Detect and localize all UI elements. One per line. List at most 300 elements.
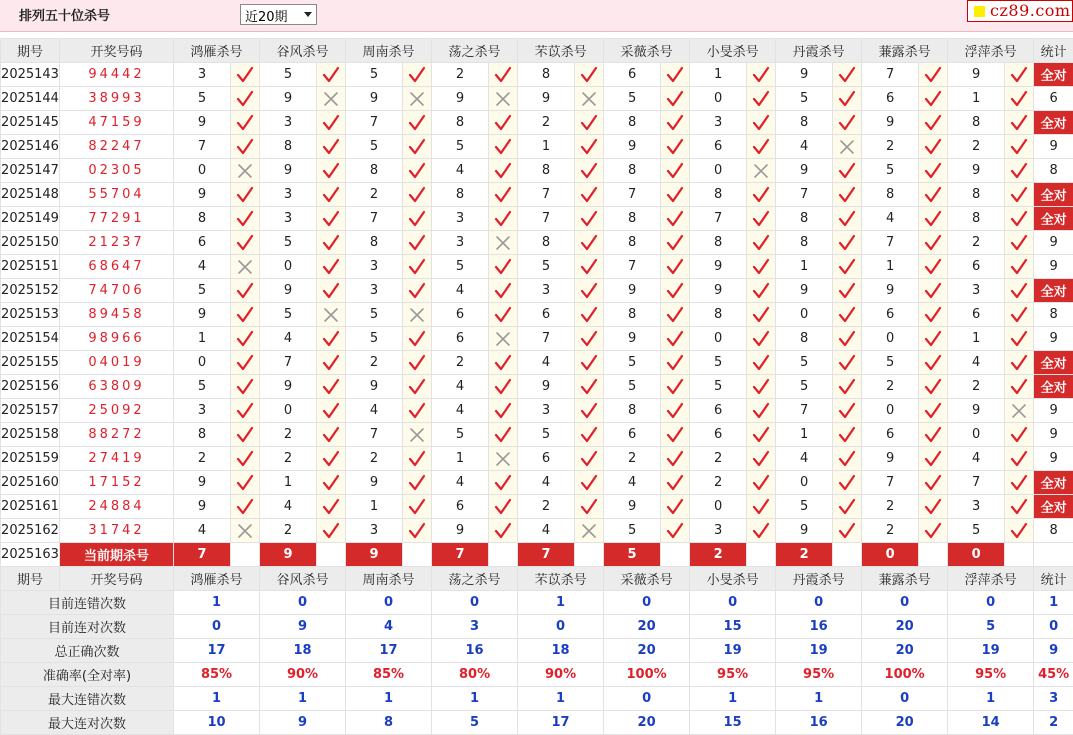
cross-icon (494, 90, 512, 108)
check-icon (666, 498, 684, 516)
stat-cell: 全对 (1034, 351, 1073, 375)
kill-number-cell: 8 (604, 303, 661, 327)
result-cell (317, 231, 346, 255)
period-cell: 2025145 (1, 111, 60, 135)
result-cell (489, 327, 518, 351)
kill-number-cell: 8 (948, 207, 1005, 231)
kill-number-cell: 5 (776, 495, 833, 519)
check-icon (1010, 114, 1028, 132)
table-row (1, 519, 1073, 543)
kill-number-cell: 5 (260, 63, 317, 87)
check-icon (322, 402, 340, 420)
kill-number-cell: 5 (432, 135, 489, 159)
check-icon (666, 378, 684, 396)
kill-number-cell: 5 (174, 375, 231, 399)
kill-number-cell: 6 (432, 495, 489, 519)
result-cell (575, 111, 604, 135)
check-icon (322, 450, 340, 468)
stats-value: 5 (948, 615, 1034, 639)
check-icon (924, 258, 942, 276)
result-cell (833, 255, 862, 279)
check-icon (580, 306, 598, 324)
kill-number-cell: 2 (862, 375, 919, 399)
result-cell (403, 135, 432, 159)
cross-icon (408, 306, 426, 324)
stats-value: 16 (432, 639, 518, 663)
result-cell (1005, 231, 1034, 255)
stats-label: 目前连错次数 (1, 591, 174, 615)
stat-cell: 9 (1034, 327, 1073, 351)
top-bar (0, 0, 1073, 32)
check-icon (322, 258, 340, 276)
result-cell (747, 231, 776, 255)
check-icon (924, 402, 942, 420)
result-cell (1005, 495, 1034, 519)
table-row (1, 447, 1073, 471)
result-cell (661, 423, 690, 447)
result-cell (919, 375, 948, 399)
stat-cell: 全对 (1034, 495, 1073, 519)
result-cell (403, 375, 432, 399)
check-icon (838, 114, 856, 132)
kill-number-cell: 9 (260, 375, 317, 399)
check-icon (408, 330, 426, 348)
check-icon (580, 498, 598, 516)
result-cell (575, 495, 604, 519)
cross-icon (236, 162, 254, 180)
kill-number-cell: 0 (690, 87, 747, 111)
result-cell (833, 279, 862, 303)
result-cell (1005, 423, 1034, 447)
kill-number-cell: 9 (604, 495, 661, 519)
kill-number-cell: 0 (174, 351, 231, 375)
result-cell (661, 447, 690, 471)
check-icon (924, 522, 942, 540)
kill-number-cell: 4 (174, 255, 231, 279)
check-icon (752, 282, 770, 300)
stat-cell: 全对 (1034, 471, 1073, 495)
kill-number-cell: 2 (690, 471, 747, 495)
stats-value: 0 (432, 591, 518, 615)
result-cell (489, 183, 518, 207)
check-icon (1010, 450, 1028, 468)
result-cell (661, 111, 690, 135)
kill-number-cell: 0 (776, 471, 833, 495)
stats-value: 20 (604, 711, 690, 735)
result-cell (833, 87, 862, 111)
kill-number-cell: 3 (260, 207, 317, 231)
check-icon (838, 522, 856, 540)
stats-row (1, 687, 1073, 711)
check-icon (838, 498, 856, 516)
check-icon (580, 474, 598, 492)
check-icon (580, 354, 598, 372)
check-icon (494, 282, 512, 300)
draw-number-cell: 04019 (60, 351, 174, 375)
kill-number-cell: 8 (690, 183, 747, 207)
kill-number-cell: 3 (690, 111, 747, 135)
stats-row (1, 663, 1073, 687)
stats-total: 3 (1034, 687, 1073, 711)
stats-value: 16 (776, 615, 862, 639)
kill-number-cell: 7 (862, 471, 919, 495)
draw-number-cell: 27419 (60, 447, 174, 471)
table-row (1, 279, 1073, 303)
result-cell (575, 399, 604, 423)
kill-number-cell: 5 (776, 351, 833, 375)
draw-number-cell: 94442 (60, 63, 174, 87)
check-icon (666, 162, 684, 180)
result-cell (317, 159, 346, 183)
check-icon (236, 450, 254, 468)
check-icon (408, 354, 426, 372)
result-cell (1005, 135, 1034, 159)
check-icon (236, 330, 254, 348)
result-cell (489, 111, 518, 135)
stats-value: 1 (518, 591, 604, 615)
result-cell (575, 231, 604, 255)
result-cell (1005, 375, 1034, 399)
result-cell (661, 351, 690, 375)
col-expert-header: 谷风杀号 (260, 567, 346, 591)
kill-number-cell: 4 (948, 351, 1005, 375)
stats-value: 85% (174, 663, 260, 687)
kill-number-cell: 9 (862, 111, 919, 135)
check-icon (924, 90, 942, 108)
check-icon (236, 402, 254, 420)
stat-cell: 9 (1034, 423, 1073, 447)
check-icon (838, 66, 856, 84)
check-icon (752, 186, 770, 204)
result-cell (575, 63, 604, 87)
period-select[interactable] (240, 4, 317, 25)
table-row (1, 183, 1073, 207)
period-cell: 2025155 (1, 351, 60, 375)
current-kill-label: 当前期杀号 (60, 543, 174, 567)
check-icon (236, 474, 254, 492)
stats-value: 9 (260, 711, 346, 735)
kill-number-cell: 5 (174, 87, 231, 111)
kill-number-cell: 5 (948, 519, 1005, 543)
check-icon (322, 354, 340, 372)
result-cell (575, 159, 604, 183)
kill-number-cell: 4 (432, 471, 489, 495)
check-icon (1010, 378, 1028, 396)
table-footer-header-row (1, 567, 1073, 591)
kill-number-cell: 0 (690, 159, 747, 183)
stats-label: 最大连错次数 (1, 687, 174, 711)
check-icon (580, 426, 598, 444)
check-icon (580, 450, 598, 468)
draw-number-cell: 82247 (60, 135, 174, 159)
check-icon (924, 66, 942, 84)
stats-value: 17 (346, 639, 432, 663)
check-icon (1010, 162, 1028, 180)
kill-number-cell: 5 (346, 135, 403, 159)
kill-number-cell: 3 (432, 231, 489, 255)
cross-icon (408, 90, 426, 108)
kill-number-cell: 3 (948, 279, 1005, 303)
result-cell (661, 519, 690, 543)
site-logo[interactable] (967, 0, 1073, 22)
check-icon (924, 330, 942, 348)
kill-number-cell: 3 (346, 255, 403, 279)
result-cell (403, 231, 432, 255)
kill-number-cell: 7 (174, 135, 231, 159)
check-icon (236, 378, 254, 396)
col-expert-header: 芣苡杀号 (518, 39, 604, 63)
check-icon (322, 162, 340, 180)
period-cell: 2025157 (1, 399, 60, 423)
table-row (1, 375, 1073, 399)
check-icon (924, 114, 942, 132)
kill-number-cell: 8 (604, 207, 661, 231)
result-cell (747, 495, 776, 519)
kill-number-cell: 4 (518, 351, 575, 375)
col-expert-header: 采薇杀号 (604, 567, 690, 591)
kill-number-cell: 2 (948, 135, 1005, 159)
kill-number-cell: 9 (518, 87, 575, 111)
kill-number-cell: 0 (948, 423, 1005, 447)
kill-number-cell: 3 (346, 519, 403, 543)
check-icon (580, 138, 598, 156)
kill-number-cell: 2 (432, 351, 489, 375)
result-cell (403, 519, 432, 543)
check-icon (408, 522, 426, 540)
result-cell (747, 279, 776, 303)
kill-number-table (0, 38, 1073, 735)
col-expert-header: 蒹露杀号 (862, 567, 948, 591)
result-cell (833, 207, 862, 231)
stat-cell: 9 (1034, 135, 1073, 159)
result-cell (919, 231, 948, 255)
check-icon (408, 66, 426, 84)
cross-icon (408, 426, 426, 444)
check-icon (1010, 306, 1028, 324)
period-cell: 2025147 (1, 159, 60, 183)
result-cell (919, 63, 948, 87)
kill-number-cell: 7 (862, 63, 919, 87)
period-select-value: 近20期 (245, 10, 288, 25)
kill-number-cell: 7 (948, 471, 1005, 495)
table-row (1, 135, 1073, 159)
kill-number-cell: 6 (432, 303, 489, 327)
kill-number-cell: 9 (432, 87, 489, 111)
kill-number-cell: 7 (518, 183, 575, 207)
kill-number-cell: 9 (174, 111, 231, 135)
result-cell (661, 207, 690, 231)
result-cell (317, 399, 346, 423)
kill-number-cell: 0 (690, 495, 747, 519)
check-icon (838, 258, 856, 276)
kill-number-cell: 5 (862, 159, 919, 183)
kill-number-cell: 6 (690, 423, 747, 447)
col-period-header: 期号 (1, 567, 60, 591)
current-result-empty (317, 543, 346, 567)
result-cell (833, 327, 862, 351)
table-header-row (1, 39, 1073, 63)
table-row (1, 351, 1073, 375)
check-icon (924, 306, 942, 324)
table-row (1, 255, 1073, 279)
col-expert-header: 鸿雁杀号 (174, 39, 260, 63)
check-icon (494, 306, 512, 324)
result-cell (231, 519, 260, 543)
check-icon (752, 66, 770, 84)
period-cell: 2025154 (1, 327, 60, 351)
kill-number-cell: 5 (690, 351, 747, 375)
result-cell (489, 207, 518, 231)
result-cell (661, 159, 690, 183)
kill-number-cell: 1 (518, 135, 575, 159)
result-cell (661, 399, 690, 423)
current-kill-number: 7 (432, 543, 489, 567)
kill-number-cell: 8 (346, 159, 403, 183)
kill-number-cell: 7 (776, 399, 833, 423)
check-icon (752, 426, 770, 444)
stats-value: 15 (690, 711, 776, 735)
table-row (1, 327, 1073, 351)
stats-value: 90% (260, 663, 346, 687)
stats-value: 19 (948, 639, 1034, 663)
result-cell (231, 495, 260, 519)
kill-number-cell: 3 (346, 279, 403, 303)
period-cell: 2025146 (1, 135, 60, 159)
stats-label: 目前连对次数 (1, 615, 174, 639)
col-expert-header: 荡之杀号 (432, 39, 518, 63)
result-cell (1005, 63, 1034, 87)
kill-number-cell: 4 (432, 375, 489, 399)
kill-number-cell: 4 (432, 279, 489, 303)
check-icon (236, 186, 254, 204)
check-icon (580, 258, 598, 276)
cross-icon (580, 90, 598, 108)
result-cell (575, 447, 604, 471)
current-kill-number: 5 (604, 543, 661, 567)
check-icon (838, 474, 856, 492)
check-icon (924, 498, 942, 516)
result-cell (231, 231, 260, 255)
result-cell (1005, 87, 1034, 111)
result-cell (403, 207, 432, 231)
col-expert-header: 浮萍杀号 (948, 567, 1034, 591)
check-icon (666, 258, 684, 276)
stats-value: 95% (690, 663, 776, 687)
kill-number-cell: 7 (346, 423, 403, 447)
kill-number-cell: 9 (604, 279, 661, 303)
check-icon (494, 402, 512, 420)
stats-value: 5 (432, 711, 518, 735)
check-icon (408, 378, 426, 396)
table-row (1, 495, 1073, 519)
result-cell (919, 399, 948, 423)
stat-cell: 9 (1034, 399, 1073, 423)
kill-number-cell: 1 (260, 471, 317, 495)
kill-number-cell: 3 (518, 279, 575, 303)
cross-icon (322, 90, 340, 108)
result-cell (489, 519, 518, 543)
check-icon (494, 426, 512, 444)
kill-number-cell: 5 (346, 63, 403, 87)
check-icon (322, 522, 340, 540)
result-cell (317, 447, 346, 471)
kill-number-cell: 8 (776, 231, 833, 255)
kill-number-cell: 5 (862, 351, 919, 375)
check-icon (322, 426, 340, 444)
result-cell (661, 495, 690, 519)
kill-number-cell: 3 (260, 183, 317, 207)
draw-number-cell: 74706 (60, 279, 174, 303)
kill-number-cell: 6 (690, 399, 747, 423)
kill-number-cell: 7 (346, 207, 403, 231)
kill-number-cell: 4 (432, 159, 489, 183)
kill-number-cell: 2 (260, 423, 317, 447)
result-cell (575, 183, 604, 207)
check-icon (666, 234, 684, 252)
check-icon (408, 138, 426, 156)
check-icon (838, 234, 856, 252)
kill-number-cell: 2 (604, 447, 661, 471)
stats-row (1, 591, 1073, 615)
check-icon (924, 426, 942, 444)
current-result-empty (489, 543, 518, 567)
result-cell (919, 135, 948, 159)
kill-number-cell: 9 (174, 495, 231, 519)
stats-value: 19 (690, 639, 776, 663)
kill-number-cell: 2 (862, 519, 919, 543)
check-icon (408, 282, 426, 300)
stats-value: 1 (432, 687, 518, 711)
result-cell (317, 303, 346, 327)
check-icon (322, 210, 340, 228)
check-icon (752, 90, 770, 108)
stats-value: 17 (518, 711, 604, 735)
result-cell (747, 447, 776, 471)
kill-number-cell: 3 (518, 399, 575, 423)
kill-number-cell: 9 (776, 63, 833, 87)
result-cell (231, 279, 260, 303)
kill-number-cell: 6 (690, 135, 747, 159)
result-cell (747, 327, 776, 351)
kill-number-cell: 4 (862, 207, 919, 231)
kill-number-cell: 3 (260, 111, 317, 135)
stats-value: 1 (948, 687, 1034, 711)
check-icon (752, 138, 770, 156)
kill-number-cell: 8 (604, 159, 661, 183)
result-cell (1005, 183, 1034, 207)
kill-number-cell: 4 (518, 519, 575, 543)
result-cell (661, 63, 690, 87)
stat-cell: 8 (1034, 519, 1073, 543)
result-cell (317, 279, 346, 303)
stats-value: 0 (346, 591, 432, 615)
kill-number-cell: 9 (346, 471, 403, 495)
result-cell (833, 183, 862, 207)
check-icon (752, 258, 770, 276)
result-cell (231, 159, 260, 183)
kill-number-cell: 1 (432, 447, 489, 471)
kill-number-cell: 9 (174, 183, 231, 207)
kill-number-cell: 2 (518, 111, 575, 135)
result-cell (919, 519, 948, 543)
kill-number-cell: 6 (604, 423, 661, 447)
result-cell (231, 375, 260, 399)
col-expert-header: 蒹露杀号 (862, 39, 948, 63)
kill-number-cell: 4 (776, 447, 833, 471)
current-period-row (1, 543, 1073, 567)
kill-number-cell: 8 (776, 111, 833, 135)
draw-number-cell: 38993 (60, 87, 174, 111)
